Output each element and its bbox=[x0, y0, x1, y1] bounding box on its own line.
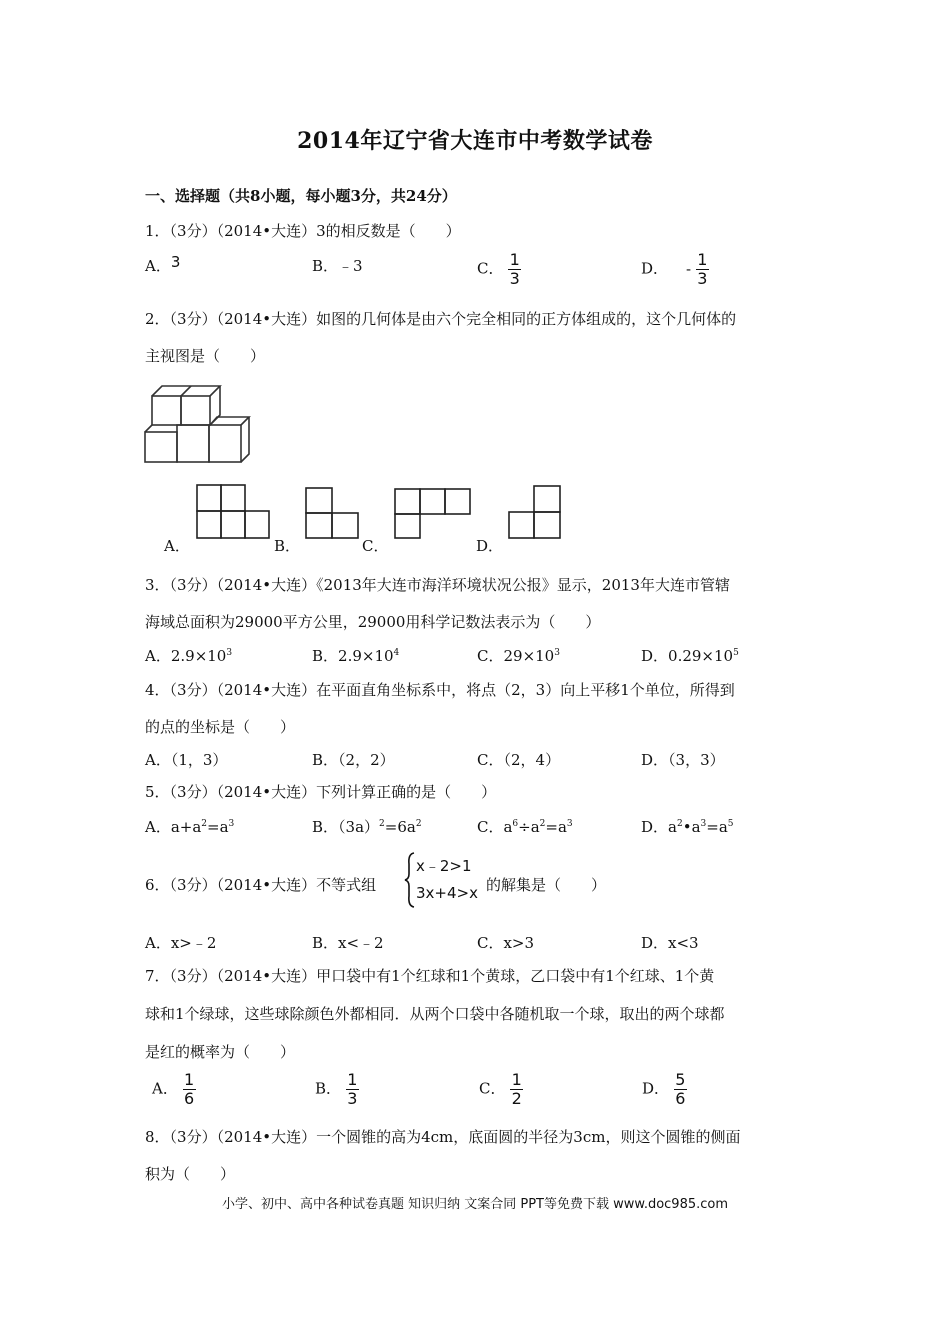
q1-a-label: A． bbox=[145, 257, 171, 275]
q5-a-exp2: 3 bbox=[228, 819, 235, 829]
q7-a-numerator: 1 bbox=[184, 1070, 195, 1089]
q3-b-base: B．2.9×10 bbox=[312, 647, 394, 665]
q1-d-sign: - bbox=[686, 259, 692, 278]
q2-option-c-label: C． bbox=[362, 537, 389, 555]
section-heading: 一、选择题（共8小题，每小题3分，共24分） bbox=[145, 187, 457, 205]
q5-d-part: •a bbox=[682, 818, 701, 836]
q7-d-denominator: 6 bbox=[675, 1089, 686, 1108]
q7-c-label: C． bbox=[479, 1079, 506, 1098]
q2-stem-line1: 2．（3分）（2014•大连）如图的几何体是由六个完全相同的正方体组成的，这个几何体的 bbox=[145, 310, 737, 328]
q3-option-b bbox=[312, 645, 399, 666]
footer-ad: 小学、初中、高中各种试卷真题 知识归纳 文案合同 PPT等免费下载 www.doc985.com bbox=[221, 1197, 729, 1212]
q7-stem-line1: 7．（3分）（2014•大连）甲口袋中有1个红球和1个黄球，乙口袋中有1个红球、1个黄 bbox=[145, 967, 715, 985]
q7-c-denominator: 2 bbox=[511, 1089, 522, 1108]
q5-b-exp2: 2 bbox=[415, 819, 422, 829]
q5-c-part: C．a bbox=[477, 818, 513, 836]
q7-stem-line3: 是红的概率为（ ） bbox=[145, 1043, 296, 1061]
q7-c-fraction bbox=[510, 1071, 523, 1108]
q1-c-label: C． bbox=[477, 259, 504, 278]
q3-stem-line1: 3．（3分）（2014•大连）《2013年大连市海洋环境状况公报》显示，2013年大连市管辖 bbox=[145, 576, 730, 594]
q5-c-exp1: 6 bbox=[512, 819, 519, 829]
q2-option-d-figure bbox=[508, 485, 562, 540]
q1-d-numerator: 1 bbox=[697, 250, 708, 269]
q7-d-label: D． bbox=[642, 1079, 670, 1098]
q5-b-part: =6a bbox=[384, 818, 416, 836]
cube-solid-figure bbox=[142, 382, 254, 466]
q7-b-label: B． bbox=[315, 1079, 342, 1098]
q6-option-a: A．x>﹣2 bbox=[145, 934, 217, 952]
q5-option-b bbox=[312, 816, 422, 837]
q4-stem-line1: 4．（3分）（2014•大连）在平面直角坐标系中，将点（2，3）向上平移1个单位，所得到 bbox=[145, 681, 735, 699]
q3-stem-line2: 海域总面积为29000平方公里，29000用科学记数法表示为（ ） bbox=[145, 613, 601, 631]
q2-option-d-label: D． bbox=[476, 537, 504, 555]
q3-c-exponent: 3 bbox=[554, 648, 560, 658]
q2-option-b-figure bbox=[305, 487, 361, 540]
q6-stem-pre: 6．（3分）（2014•大连）不等式组 bbox=[145, 876, 377, 894]
q8-stem-line2: 积为（ ） bbox=[145, 1165, 236, 1183]
q5-b-part: B．（3a） bbox=[312, 818, 380, 836]
q3-d-exponent: 5 bbox=[733, 648, 739, 658]
q7-a-fraction bbox=[183, 1071, 196, 1108]
q5-c-exp2: 2 bbox=[539, 819, 546, 829]
q5-stem: 5．（3分）（2014•大连）下列计算正确的是（ ） bbox=[145, 783, 497, 801]
q3-option-c bbox=[477, 645, 560, 666]
q7-option-a bbox=[152, 1071, 196, 1108]
q7-d-fraction bbox=[674, 1071, 687, 1108]
q2-stem-line2: 主视图是（ ） bbox=[145, 347, 266, 365]
q4-stem-line2: 的点的坐标是（ ） bbox=[145, 718, 296, 736]
q4-option-b: B．（2，2） bbox=[312, 751, 395, 769]
q7-option-c bbox=[479, 1071, 523, 1108]
q5-a-part: A．a+a bbox=[145, 818, 202, 836]
q3-option-d bbox=[641, 645, 739, 666]
q6-option-b: B．x<﹣2 bbox=[312, 934, 384, 952]
q8-stem-line1: 8．（3分）（2014•大连）一个圆锥的高为4cm，底面圆的半径为3cm，则这个圆锥的侧面 bbox=[145, 1128, 741, 1146]
q2-option-a-figure bbox=[196, 484, 272, 540]
q5-a-part: =a bbox=[207, 818, 229, 836]
q1-option-d bbox=[641, 251, 709, 288]
q3-a-base: A．2.9×10 bbox=[145, 647, 227, 665]
q5-a-exp1: 2 bbox=[201, 819, 208, 829]
q5-option-d bbox=[641, 816, 734, 837]
q7-c-numerator: 1 bbox=[511, 1070, 522, 1089]
q7-a-label: A． bbox=[152, 1079, 178, 1098]
q6-stem-post: 的解集是（ ） bbox=[486, 876, 607, 894]
left-brace-icon bbox=[404, 852, 416, 908]
q7-d-numerator: 5 bbox=[675, 1070, 686, 1089]
q3-option-a bbox=[145, 645, 232, 666]
q6-option-d: D．x<3 bbox=[641, 934, 699, 952]
q5-option-a bbox=[145, 816, 234, 837]
q5-d-exp3: 5 bbox=[727, 819, 734, 829]
q3-b-exponent: 4 bbox=[393, 648, 400, 658]
q3-d-base: D．0.29×10 bbox=[641, 647, 734, 665]
q1-a-value: 3 bbox=[170, 253, 181, 271]
q1-d-denominator: 3 bbox=[697, 269, 708, 288]
q1-d-label: D． bbox=[641, 259, 669, 278]
q1-c-numerator: 1 bbox=[509, 250, 520, 269]
q7-a-denominator: 6 bbox=[184, 1089, 195, 1108]
q1-c-fraction bbox=[508, 251, 521, 288]
q2-option-a-label: A． bbox=[164, 537, 190, 555]
q3-c-base: C．29×10 bbox=[477, 647, 555, 665]
q1-c-denominator: 3 bbox=[509, 269, 520, 288]
q6-option-c: C．x>3 bbox=[477, 934, 535, 952]
q4-option-d: D．（3，3） bbox=[641, 751, 725, 769]
q1-option-c bbox=[477, 251, 521, 288]
q1-d-fraction bbox=[696, 251, 709, 288]
q7-b-numerator: 1 bbox=[347, 1070, 358, 1089]
q5-b-exp1: 2 bbox=[379, 819, 385, 829]
q1-option-b: B．﹣3 bbox=[312, 257, 363, 275]
q5-d-part: =a bbox=[706, 818, 728, 836]
q1-stem: 1．（3分）（2014•大连）3的相反数是（ ） bbox=[145, 222, 461, 240]
q1-option-a bbox=[145, 255, 180, 276]
q4-option-a: A．（1，3） bbox=[145, 751, 228, 769]
page-title: 2014年辽宁省大连市中考数学试卷 bbox=[297, 128, 653, 154]
q7-b-fraction bbox=[346, 1071, 359, 1108]
q5-d-part: D．a bbox=[641, 818, 677, 836]
q5-c-part: =a bbox=[545, 818, 567, 836]
q4-option-c: C．（2，4） bbox=[477, 751, 561, 769]
q5-d-exp2: 3 bbox=[700, 819, 707, 829]
q5-c-part: ÷a bbox=[518, 818, 540, 836]
q7-option-d bbox=[642, 1071, 687, 1108]
q5-d-exp1: 2 bbox=[676, 819, 683, 829]
q6-inequality-2: 3x+4>x bbox=[416, 884, 478, 902]
q3-a-exponent: 3 bbox=[226, 648, 233, 658]
q2-option-b-label: B． bbox=[274, 537, 301, 555]
q7-option-b bbox=[315, 1071, 359, 1108]
q5-option-c bbox=[477, 816, 573, 837]
q5-c-exp3: 3 bbox=[566, 819, 573, 829]
q7-b-denominator: 3 bbox=[347, 1089, 358, 1108]
q6-inequality-1: x﹣2>1 bbox=[416, 857, 472, 875]
q7-stem-line2: 球和1个绿球，这些球除颜色外都相同．从两个口袋中各随机取一个球，取出的两个球都 bbox=[145, 1005, 725, 1023]
q2-option-c-figure bbox=[394, 488, 472, 540]
